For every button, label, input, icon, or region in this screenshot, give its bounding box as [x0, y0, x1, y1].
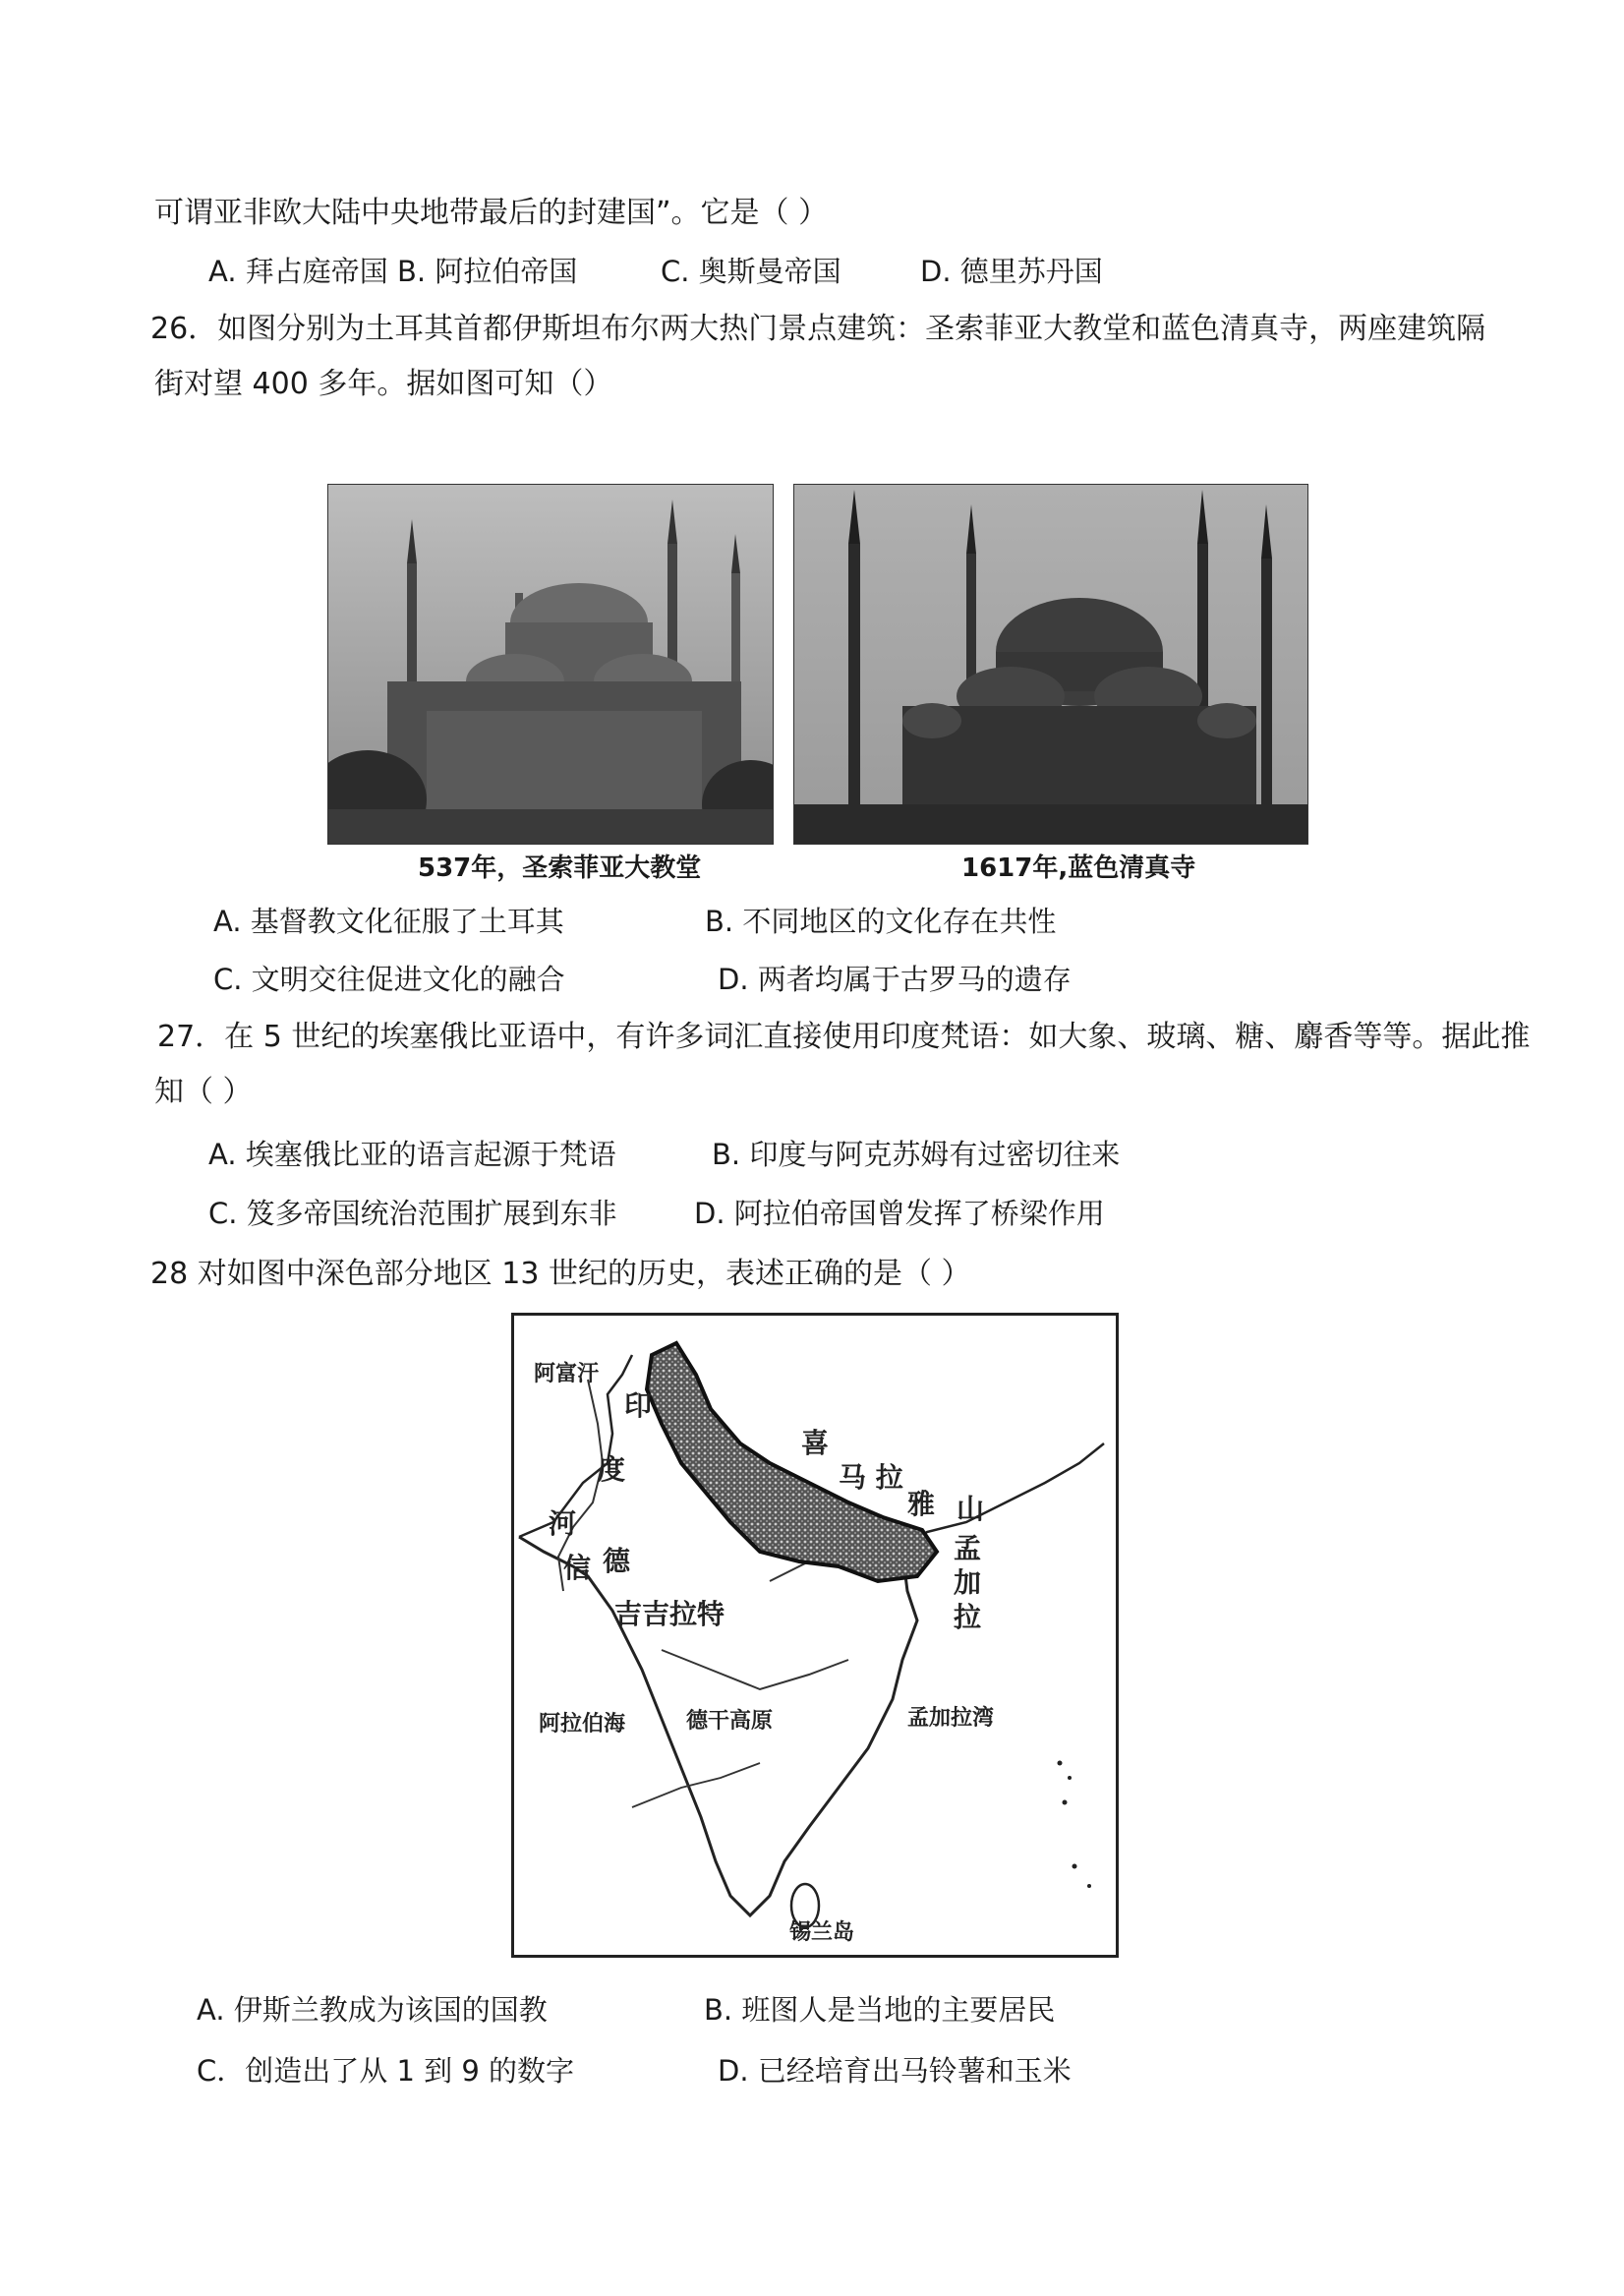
- q25-option-d: D. 德里苏丹国: [920, 255, 1103, 288]
- map-label-ya: 雅: [907, 1488, 936, 1520]
- blue-mosque-photo: [793, 484, 1308, 845]
- hagia-sophia-drawing: [328, 485, 773, 844]
- map-label-afghan: 阿富汗: [534, 1362, 600, 1386]
- map-label-deccan: 德干高原: [686, 1709, 774, 1734]
- q25-option-a: A. 拜占庭帝国: [208, 255, 388, 288]
- q27-option-c: C. 笈多帝国统治范围扩展到东非: [208, 1197, 617, 1230]
- hagia-sophia-caption: 537年，圣索菲亚大教堂: [418, 854, 702, 883]
- q27-stem-line1: 27．在 5 世纪的埃塞俄比亚语中，有许多词汇直接使用印度梵语：如大象、玻璃、糖、麝香等等。据此推: [157, 1020, 1531, 1054]
- map-label-ma-la: 马 拉: [839, 1461, 903, 1494]
- q26-option-c: C. 文明交往促进文化的融合: [213, 963, 565, 996]
- map-label-yin: 印: [624, 1389, 653, 1422]
- q28-option-c: C．创造出了从 1 到 9 的数字: [197, 2054, 575, 2088]
- q25-option-b: B. 阿拉伯帝国: [397, 255, 578, 288]
- map-label-ceylon: 锡兰岛: [789, 1920, 855, 1945]
- q28-option-a: A. 伊斯兰教成为该国的国教: [197, 1993, 548, 2027]
- q26-option-b: B. 不同地区的文化存在共性: [705, 905, 1057, 938]
- q26-option-a: A. 基督教文化征服了土耳其: [213, 905, 564, 938]
- q28-option-d: D. 已经培育出马铃薯和玉米: [718, 2054, 1072, 2088]
- q25-stem-tail: 可谓亚非欧大陆中央地带最后的封建国”。它是（ ）: [154, 196, 829, 230]
- map-label-xin: 信: [563, 1552, 592, 1584]
- q27-option-a: A. 埃塞俄比亚的语言起源于梵语: [208, 1138, 616, 1171]
- q26-option-d: D. 两者均属于古罗马的遗存: [718, 963, 1072, 996]
- map-label-bay-bengal: 孟加拉湾: [907, 1706, 995, 1731]
- blue-mosque-drawing: [794, 485, 1307, 844]
- map-label-la: 拉: [954, 1601, 982, 1633]
- india-map-drawing: [514, 1316, 1116, 1955]
- q26-stem-line1: 26．如图分别为土耳其首都伊斯坦布尔两大热门景点建筑：圣索菲亚大教堂和蓝色清真寺，两座建筑隔: [150, 312, 1486, 346]
- q26-stem-line2: 街对望 400 多年。据如图可知（）: [154, 367, 613, 401]
- map-label-de: 德: [603, 1545, 631, 1577]
- map-label-jia: 加: [954, 1566, 982, 1599]
- q28-option-b: B. 班图人是当地的主要居民: [704, 1993, 1056, 2027]
- map-label-shan: 山: [957, 1493, 985, 1525]
- q27-option-d: D. 阿拉伯帝国曾发挥了桥梁作用: [694, 1197, 1105, 1230]
- map-label-xi: 喜: [801, 1427, 830, 1459]
- india-map: [511, 1313, 1119, 1958]
- map-label-arabian-sea: 阿拉伯海: [539, 1712, 626, 1737]
- q27-option-b: B. 印度与阿克苏姆有过密切往来: [712, 1138, 1121, 1171]
- map-label-du: 度: [598, 1453, 626, 1486]
- q25-option-c: C. 奥斯曼帝国: [661, 255, 841, 288]
- q27-stem-line2: 知（ ）: [154, 1075, 253, 1109]
- map-label-gujarat: 吉吉拉特: [614, 1598, 725, 1630]
- blue-mosque-caption: 1617年,蓝色清真寺: [961, 854, 1196, 883]
- hagia-sophia-photo: [327, 484, 774, 845]
- map-label-he: 河: [549, 1507, 577, 1540]
- map-label-meng: 孟: [954, 1532, 982, 1564]
- q28-stem: 28 对如图中深色部分地区 13 世纪的历史，表述正确的是（ ）: [150, 1257, 971, 1291]
